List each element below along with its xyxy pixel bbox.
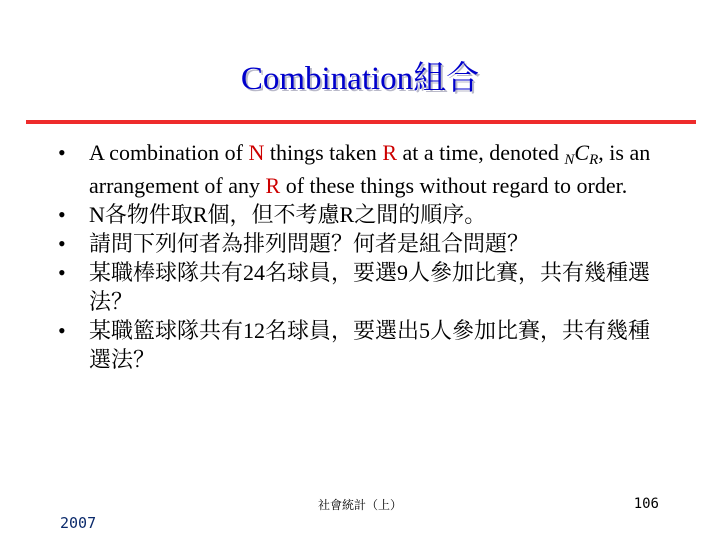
subscript-r: R	[589, 152, 599, 168]
variable-n: N	[248, 140, 265, 165]
bullet-text: at a time, denoted	[397, 140, 565, 165]
bullet-text: , is an arrangement of any	[89, 140, 651, 198]
slide-title: Combination組合	[240, 61, 480, 97]
bullet-item	[58, 258, 658, 316]
bullet-marker: •	[58, 202, 66, 227]
bullet-item	[58, 229, 658, 258]
bullet-marker: •	[58, 318, 66, 343]
bullet-text: 某職棒球隊共有24名球員，要選9人參加比賽，共有幾種選法？	[89, 260, 651, 314]
bullet-text: 請問下列何者為排列問題？何者是組合問題？	[89, 231, 530, 256]
footer-year: 2007	[60, 514, 97, 532]
variable-r: R	[265, 173, 281, 198]
bullet-marker: •	[58, 140, 66, 165]
bullet-item	[58, 138, 658, 200]
bullet-text: A combination of	[89, 140, 249, 165]
bullet-marker: •	[58, 231, 66, 256]
bullet-item	[58, 316, 658, 374]
bullet-item	[58, 200, 658, 229]
combination-symbol: C	[574, 140, 590, 165]
bullet-text: things taken	[264, 140, 383, 165]
title-divider	[26, 120, 696, 124]
bullet-text: of these things without regard to order.	[280, 173, 628, 198]
page-number: 106	[633, 496, 659, 512]
bullet-marker: •	[58, 260, 66, 285]
bullet-text: 某職籃球隊共有12名球員，要選出5人參加比賽，共有幾種選法？	[89, 318, 651, 372]
bullet-text: N各物件取R個，但不考慮R之間的順序。	[89, 202, 487, 227]
subscript-n: N	[564, 152, 575, 168]
variable-r: R	[382, 140, 397, 165]
footer-course-title: 社會統計（上）	[317, 498, 402, 512]
bullet-list	[58, 138, 658, 374]
